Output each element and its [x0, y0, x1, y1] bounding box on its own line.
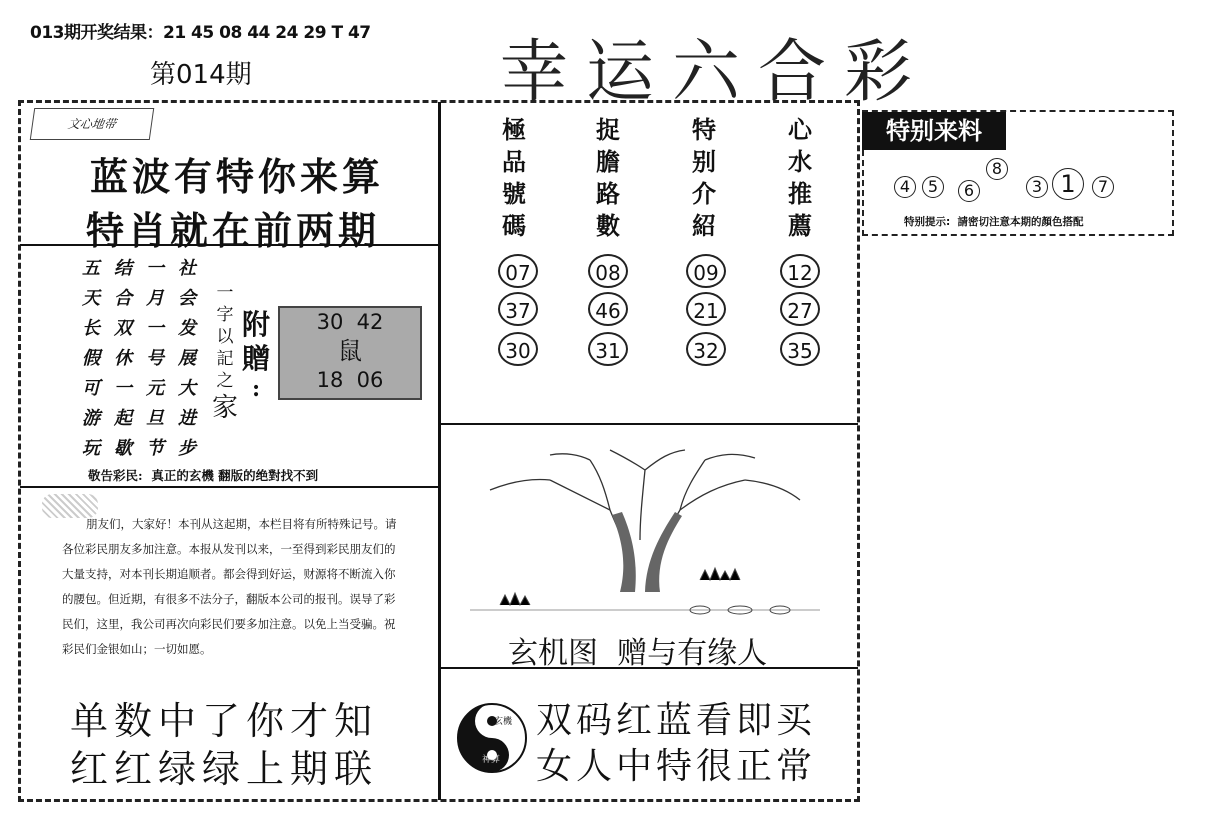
gift-row-1: 30 42: [316, 310, 384, 334]
special-number: 5: [922, 176, 944, 198]
special-number: 1: [1052, 168, 1084, 200]
special-hint: 特别提示: 請密切注意本期的顏色搭配: [904, 216, 1084, 228]
gift-zodiac: 鼠: [338, 337, 362, 365]
gift-box: [278, 306, 422, 400]
divider-left-2: [20, 486, 440, 488]
column-divider: [438, 102, 441, 800]
number-circle: 09: [686, 254, 726, 288]
number-circle: 31: [588, 332, 628, 366]
poem-column-4: 社 会 发 展 大 进 步: [178, 258, 196, 459]
article-text: 朋友们，大家好！本刊从这起期，本栏目将有所特殊记号。请各位彩民朋友多加注意。本报从发刊以来，一至得到彩民朋友们的大量支持，对本刊长期追顺者。都会得到好运，财源将不断流入你的腰包。但近期，有很多不法分子，翻版本公司的报刊。误导了彩民们，这里，我公司再次向彩民们要多加注意。以免上当受骗。祝彩民们金银如山；一切如愿。: [62, 517, 397, 656]
poem-vertical-note: 一 字 以 記 之 家: [212, 283, 239, 423]
gift-row-2: 18 06: [316, 368, 384, 392]
special-number: 6: [958, 180, 980, 202]
draw-result-line: 013期开奖结果：21 45 08 44 24 29 T 47: [30, 23, 371, 43]
left-bottom-line-1: 单数中了你才知: [70, 699, 379, 743]
tree-caption: 玄机图 赠与有缘人: [508, 636, 768, 671]
header-column-3: 特 别 介 紹: [692, 115, 716, 240]
warning-text: 敬告彩民: 真正的玄機 翻版的绝對找不到: [88, 468, 319, 483]
special-number: 7: [1092, 176, 1114, 198]
special-number: 3: [1026, 176, 1048, 198]
number-circle: 32: [686, 332, 726, 366]
yin-yang-text-2: 神算: [482, 755, 501, 765]
mid-bottom-line-1: 双码红蓝看即买: [536, 700, 817, 741]
yin-yang-text-1: 玄機: [494, 717, 513, 727]
number-circle: 46: [588, 292, 628, 326]
special-numbers: [890, 156, 1150, 202]
divider-mid-1: [440, 423, 858, 425]
special-tag: 特别来料: [862, 112, 1006, 150]
gift-label: 附 贈 :: [242, 308, 271, 402]
number-circle: 35: [780, 332, 820, 366]
header-column-1: 極 品 號 碼: [502, 115, 526, 240]
slogan-line-1: 蓝波有特你来算: [90, 154, 385, 199]
tree-illustration: [470, 440, 820, 620]
special-number: 8: [986, 158, 1008, 180]
issue-number: 第014期: [150, 60, 252, 90]
yin-yang-icon: [456, 702, 528, 774]
mid-bottom-line-2: 女人中特很正常: [536, 746, 817, 787]
number-circle: 08: [588, 254, 628, 288]
number-circle: 12: [780, 254, 820, 288]
section-tag-label: 文心地带: [67, 117, 117, 131]
left-bottom-line-2: 红红绿绿上期联: [70, 747, 379, 791]
header-column-2: 捉 膽 路 數: [596, 115, 620, 240]
poem-column-2: 结 合 双 休 一 起 歇: [114, 258, 132, 459]
number-circle: 37: [498, 292, 538, 326]
poem-column-3: 一 月 一 号 元 旦 节: [146, 258, 164, 459]
special-number: 4: [894, 176, 916, 198]
slogan-line-2: 特肖就在前两期: [86, 208, 381, 253]
number-circle: 21: [686, 292, 726, 326]
header-column-4: 心 水 推 薦: [788, 115, 812, 240]
page-title: 幸运六合彩: [500, 33, 931, 112]
number-circle: 07: [498, 254, 538, 288]
poem-column-1: 五 天 长 假 可 游 玩: [82, 258, 100, 459]
section-tag: [30, 108, 154, 140]
number-circle: 30: [498, 332, 538, 366]
number-circle: 27: [780, 292, 820, 326]
